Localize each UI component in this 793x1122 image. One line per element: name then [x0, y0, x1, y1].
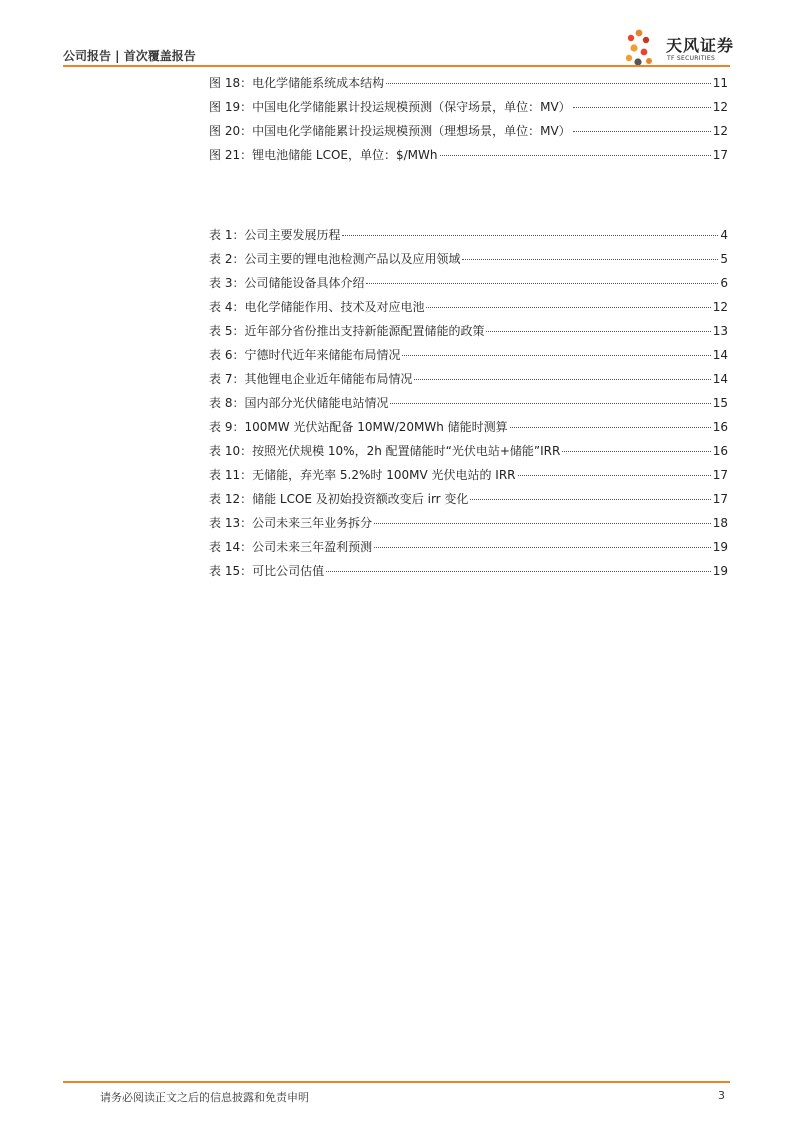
report-type-label: 公司报告 | 首次覆盖报告 — [63, 49, 196, 63]
table-toc-entry[interactable] — [209, 370, 728, 394]
table-toc-entry[interactable] — [209, 274, 728, 298]
table-toc-entry-page: 19 — [712, 540, 728, 554]
figure-toc-entry-page: 12 — [712, 124, 728, 138]
table-toc-entry-title: 表 8：国内部分光伏储能电站情况 — [209, 396, 389, 410]
table-toc-entry-page: 4 — [720, 228, 728, 242]
dot-leader — [440, 155, 711, 156]
dot-leader — [374, 523, 711, 524]
table-toc-entry-title: 表 3：公司储能设备具体介绍 — [209, 276, 365, 290]
table-toc-entry[interactable] — [209, 394, 728, 418]
table-toc-entry-title: 表 7：其他锂电企业近年储能布局情况 — [209, 372, 413, 386]
figure-toc-entry[interactable] — [209, 98, 728, 122]
table-toc-entry-title: 表 11：无储能，弃光率 5.2%时 100MV 光伏电站的 IRR — [209, 468, 516, 482]
dot-leader — [402, 355, 710, 356]
footer-divider — [63, 1081, 730, 1083]
dot-leader — [470, 499, 710, 500]
page-number: 3 — [718, 1089, 725, 1102]
table-toc-entry-title: 表 4：电化学储能作用、技术及对应电池 — [209, 300, 425, 314]
dot-leader — [414, 379, 710, 380]
dot-leader — [374, 547, 711, 548]
figure-toc-entry-title: 图 18：电化学储能系统成本结构 — [209, 76, 385, 90]
table-toc-entry-title: 表 14：公司未来三年盈利预测 — [209, 540, 373, 554]
table-toc-entry-page: 17 — [712, 492, 728, 506]
figure-toc-entry[interactable] — [209, 74, 728, 98]
dot-leader — [562, 451, 710, 452]
table-toc-entry[interactable] — [209, 490, 728, 514]
dot-leader — [518, 475, 711, 476]
table-toc-entry-page: 15 — [712, 396, 728, 410]
table-toc-entry-page: 6 — [720, 276, 728, 290]
header-divider — [63, 65, 730, 67]
table-toc-entry-page: 5 — [720, 252, 728, 266]
table-toc-entry-page: 16 — [712, 444, 728, 458]
figure-toc-entry[interactable] — [209, 146, 728, 170]
dot-leader — [462, 259, 718, 260]
figure-toc-entry[interactable] — [209, 122, 728, 146]
table-toc-entry[interactable] — [209, 250, 728, 274]
dot-leader — [573, 107, 711, 108]
table-toc-entry-title: 表 5：近年部分省份推出支持新能源配置储能的政策 — [209, 324, 485, 338]
table-toc-entry-page: 14 — [712, 372, 728, 386]
dot-leader — [390, 403, 710, 404]
table-toc-entry-page: 14 — [712, 348, 728, 362]
table-toc-entry[interactable] — [209, 346, 728, 370]
table-toc-entry-title: 表 9：100MW 光伏站配备 10MW/20MWh 储能时测算 — [209, 420, 508, 434]
table-toc-entry[interactable] — [209, 418, 728, 442]
dot-leader — [486, 331, 710, 332]
table-toc-entry-title: 表 2：公司主要的锂电池检测产品以及应用领域 — [209, 252, 461, 266]
table-toc-entry[interactable] — [209, 466, 728, 490]
table-toc-entry-page: 19 — [712, 564, 728, 578]
figure-toc-entry-page: 11 — [712, 76, 728, 90]
figures-toc-list — [209, 74, 728, 170]
table-toc-entry-title: 表 12：储能 LCOE 及初始投资额改变后 irr 变化 — [209, 492, 469, 506]
table-toc-entry[interactable] — [209, 322, 728, 346]
table-toc-entry-title: 表 13：公司未来三年业务拆分 — [209, 516, 373, 530]
table-toc-entry-page: 18 — [712, 516, 728, 530]
table-toc-entry[interactable] — [209, 226, 728, 250]
brand-name-cn: 天风证券 — [666, 36, 735, 55]
figure-toc-entry-page: 12 — [712, 100, 728, 114]
table-toc-entry-page: 16 — [712, 420, 728, 434]
dot-leader — [510, 427, 711, 428]
table-toc-entry-page: 12 — [712, 300, 728, 314]
brand-name-en: TF SECURITIES — [667, 55, 716, 62]
figure-toc-entry-page: 17 — [712, 148, 728, 162]
table-toc-entry[interactable] — [209, 562, 728, 586]
dot-leader — [573, 131, 711, 132]
figure-toc-entry-title: 图 19：中国电化学储能累计投运规模预测（保守场景，单位：MV） — [209, 100, 571, 114]
figure-toc-entry-title: 图 21：锂电池储能 LCOE，单位：$/MWh — [209, 148, 438, 162]
table-toc-entry-title: 表 10：按照光伏规模 10%，2h 配置储能时“光伏电站+储能”IRR — [209, 444, 561, 458]
table-toc-entry-page: 17 — [712, 468, 728, 482]
table-toc-entry-page: 13 — [712, 324, 728, 338]
footer-disclaimer: 请务必阅读正文之后的信息披露和免责申明 — [100, 1091, 309, 1104]
table-toc-entry-title: 表 6：宁德时代近年来储能布局情况 — [209, 348, 401, 362]
dot-leader — [386, 83, 711, 84]
table-toc-entry-title: 表 15：可比公司估值 — [209, 564, 325, 578]
dot-leader — [426, 307, 710, 308]
table-toc-entry[interactable] — [209, 538, 728, 562]
table-toc-entry[interactable] — [209, 298, 728, 322]
table-toc-entry[interactable] — [209, 514, 728, 538]
table-toc-entry-title: 表 1：公司主要发展历程 — [209, 228, 341, 242]
dot-leader — [342, 235, 718, 236]
dot-leader — [366, 283, 718, 284]
figure-toc-entry-title: 图 20：中国电化学储能累计投运规模预测（理想场景，单位：MV） — [209, 124, 571, 138]
table-toc-entry[interactable] — [209, 442, 728, 466]
dot-leader — [326, 571, 711, 572]
tables-toc-list — [209, 226, 728, 586]
